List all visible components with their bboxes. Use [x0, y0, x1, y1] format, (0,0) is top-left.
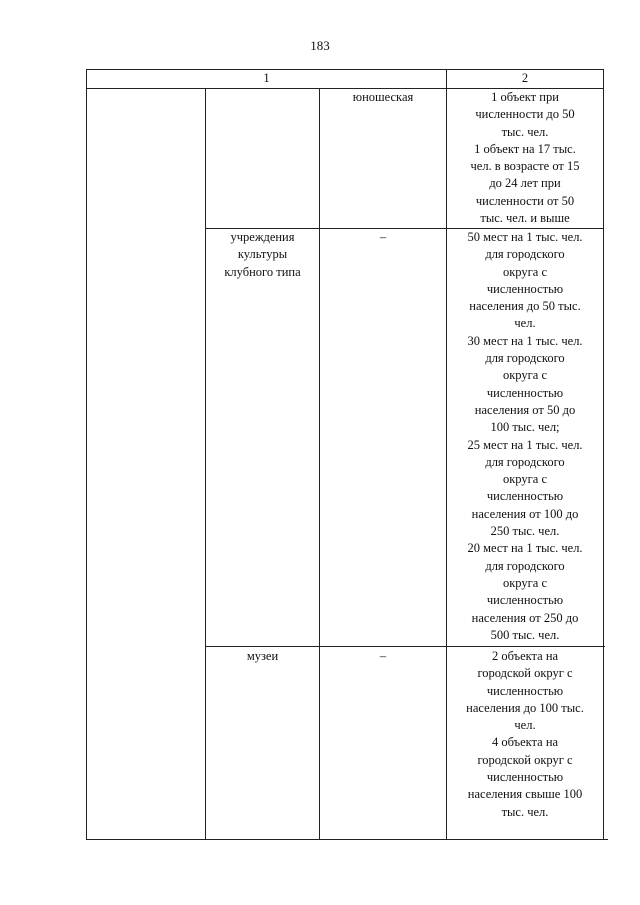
row-3-norm: 2 объекта на городской округ с численностью населения до 100 тыс. чел. 4 объекта на городской округ с численностью населения свыше 100 тыс. чел. — [466, 649, 584, 819]
row-3-category: музеи — [246, 649, 279, 663]
row-2-norm: 50 мест на 1 тыс. чел. для городского округа с численностью населения до 50 тыс. чел. 30 мест на 1 тыс. чел. для городского округа с численностью населения от 50 до 100 тыс. чел; 25 мест на 1 тыс. чел. для городского округа с численностью населения от 100 до 250 тыс. чел. 20 мест на 1 тыс. чел. для городского округа с численностью населения от 250 до 500 тыс. чел. — [467, 230, 583, 642]
row-1-norm: 1 объект при численности до 50 тыс. чел. 1 объект на 17 тыс. чел. в возрасте от 15 до 24 лет при численности от 50 тыс. чел. и выше — [470, 90, 580, 226]
header-col-1: 1 — [263, 71, 270, 85]
row-2-category: учреждения культуры клубного типа — [224, 230, 301, 279]
header-col-2: 2 — [521, 71, 529, 85]
page-number: 183 — [310, 38, 330, 53]
row-2-type: – — [379, 230, 387, 244]
row-3-type: – — [379, 649, 387, 663]
row-1-type: юношеская — [352, 90, 414, 104]
